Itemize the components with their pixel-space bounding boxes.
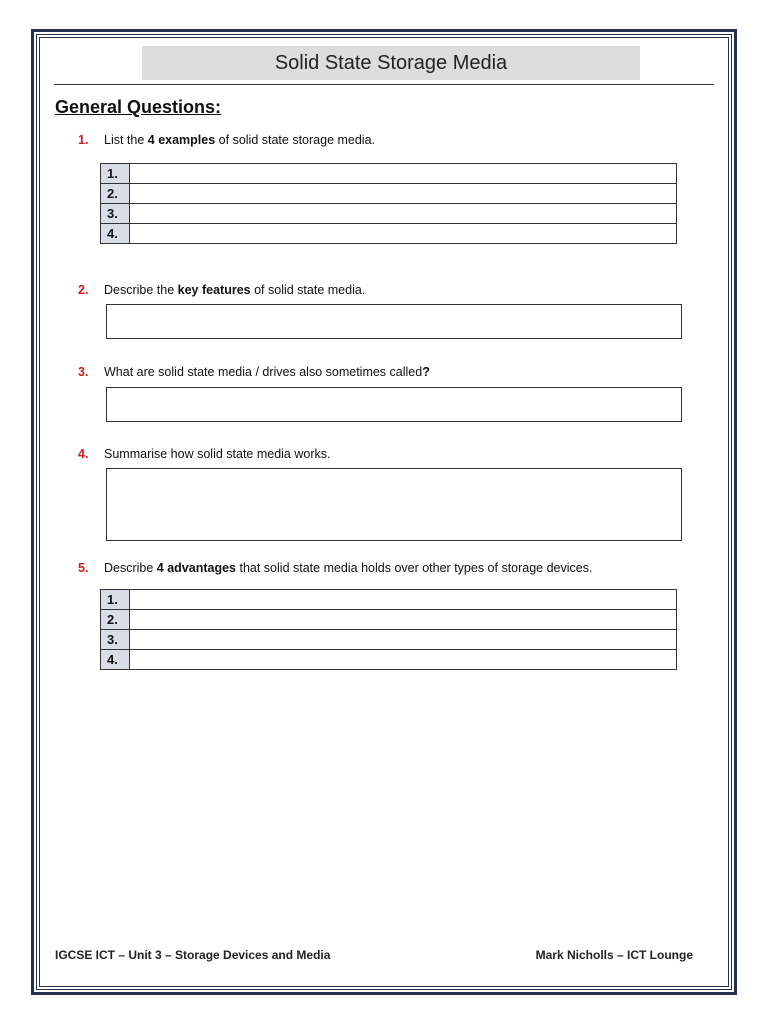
page-title-text: Solid State Storage Media [274, 51, 508, 74]
answer-cell[interactable] [130, 204, 677, 224]
question-text: Describe 4 advantages that solid state media holds over other types of storage devices. [104, 561, 593, 575]
question-text: What are solid state media / drives also sometimes called? [104, 365, 430, 379]
row-number: 1. [101, 590, 130, 610]
answer-cell[interactable] [130, 650, 677, 670]
page-title [142, 46, 640, 80]
answer-box-3[interactable] [106, 387, 682, 422]
question-number: 1. [78, 133, 89, 147]
row-number: 3. [101, 204, 130, 224]
row-number: 2. [101, 610, 130, 630]
question-1 [78, 133, 375, 147]
answer-table-5 [100, 589, 677, 670]
footer-left: IGCSE ICT – Unit 3 – Storage Devices and Media [55, 948, 331, 962]
question-5 [78, 561, 592, 575]
question-text: Describe the key features of solid state media. [104, 283, 366, 297]
answer-box-2[interactable] [106, 304, 682, 339]
answer-cell[interactable] [130, 590, 677, 610]
row-number: 3. [101, 630, 130, 650]
title-divider [54, 84, 714, 85]
question-2 [78, 283, 365, 297]
question-number: 2. [78, 283, 89, 297]
answer-cell[interactable] [130, 184, 677, 204]
question-number: 3. [78, 365, 89, 379]
row-number: 2. [101, 184, 130, 204]
question-3 [78, 365, 430, 379]
answer-cell[interactable] [130, 224, 677, 244]
answer-cell[interactable] [130, 630, 677, 650]
question-4 [78, 447, 330, 461]
table-row [101, 224, 677, 244]
section-heading: General Questions: [55, 97, 222, 117]
table-row [101, 184, 677, 204]
table-row [101, 204, 677, 224]
row-number: 4. [101, 224, 130, 244]
table-row [101, 590, 677, 610]
table-row [101, 650, 677, 670]
table-row [101, 164, 677, 184]
row-number: 4. [101, 650, 130, 670]
answer-cell[interactable] [130, 610, 677, 630]
table-row [101, 610, 677, 630]
footer-right: Mark Nicholls – ICT Lounge [535, 948, 693, 962]
question-number: 4. [78, 447, 89, 461]
row-number: 1. [101, 164, 130, 184]
answer-table-1 [100, 163, 677, 244]
answer-box-4[interactable] [106, 468, 682, 541]
answer-cell[interactable] [130, 164, 677, 184]
question-text: Summarise how solid state media works. [104, 447, 331, 461]
question-number: 5. [78, 561, 89, 575]
table-row [101, 630, 677, 650]
question-text: List the 4 examples of solid state storage media. [104, 133, 376, 147]
